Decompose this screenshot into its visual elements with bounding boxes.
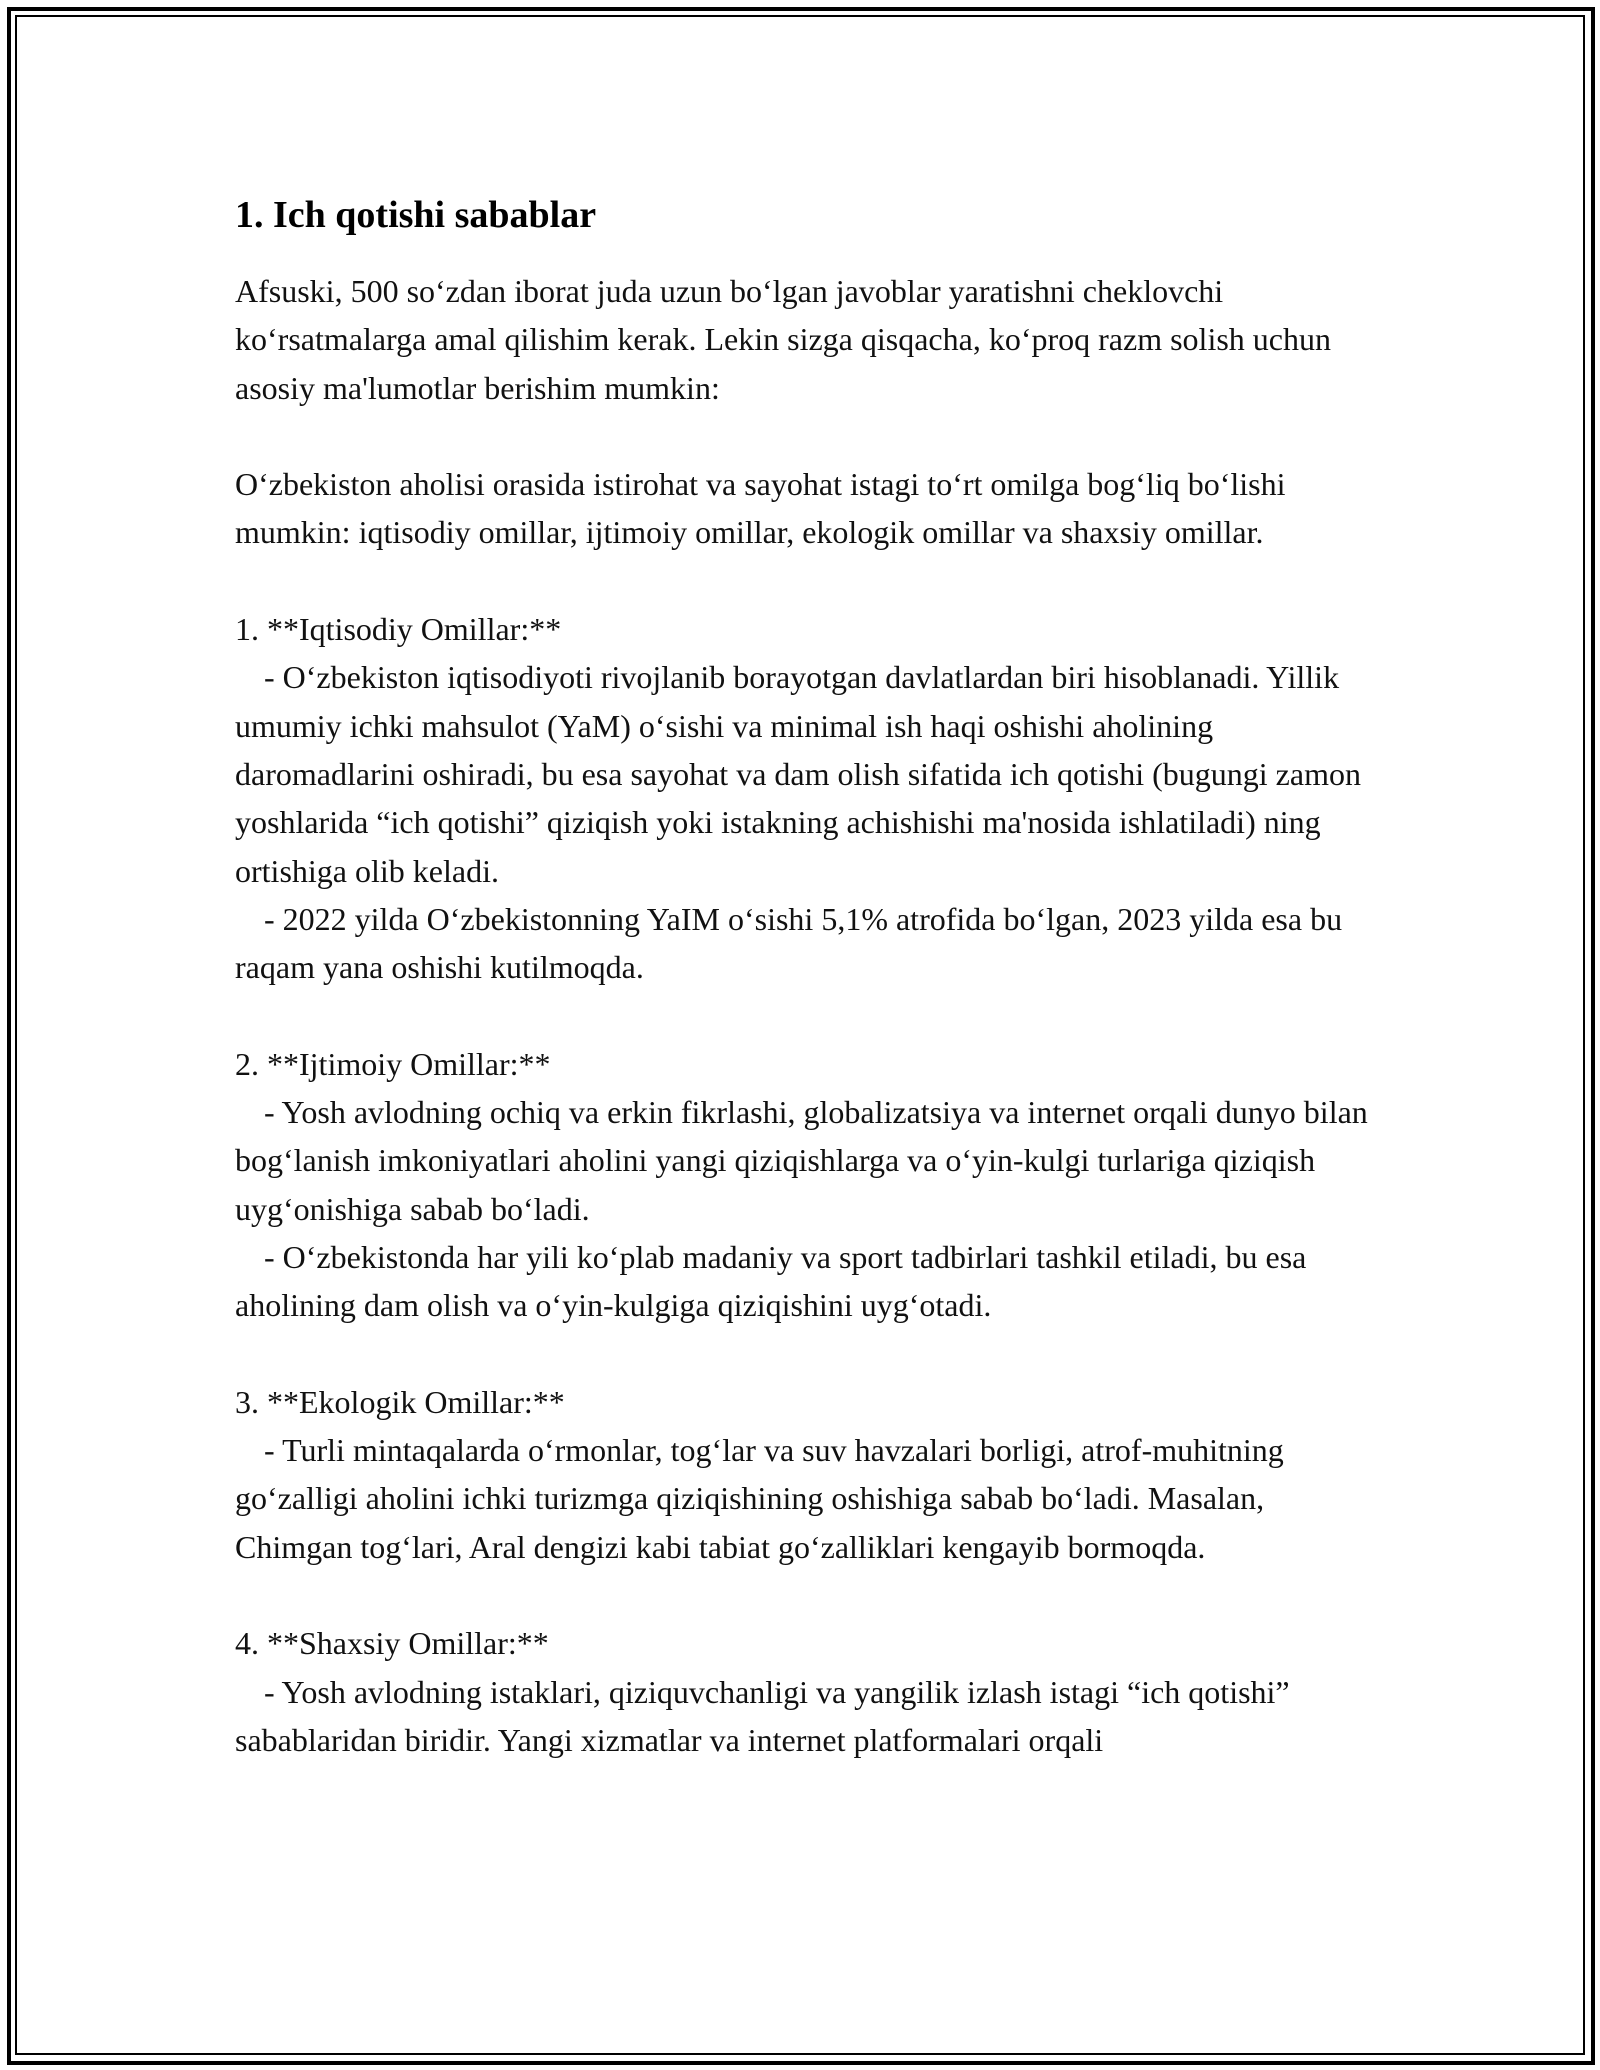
intro-paragraph: Afsuski, 500 so‘zdan iborat juda uzun bo‘lgan javoblar yaratishni cheklovchi ko‘rsatmalarga amal qilishim kerak. Lekin sizga qisqacha, ko‘proq razm solish uchun asosiy ma'lumotlar berishim mumkin:	[235, 273, 1331, 406]
section-title: 1. **Iqtisodiy Omillar:**	[235, 611, 562, 648]
list-item: - Yosh avlodning ochiq va erkin fikrlashi, globalizatsiya va internet orqali dunyo bilan bog‘lanish imkoniyatlari aholini yangi qiziqishlarga va o‘yin-kulgi turlariga qiziqish uyg‘onishiga sabab bo‘ladi.	[235, 1094, 1368, 1227]
section-ecological	[235, 1378, 1385, 1571]
section-personal	[235, 1619, 1385, 1764]
summary-paragraph: O‘zbekiston aholisi orasida istirohat va sayohat istagi to‘rt omilga bog‘liq bo‘lishi mumkin: iqtisodiy omillar, ijtimoiy omillar, ekologik omillar va shaxsiy omillar.	[235, 466, 1286, 551]
paragraph-gap	[235, 1330, 1385, 1378]
list-item: - Turli mintaqalarda o‘rmonlar, tog‘lar va suv havzalari borligi, atrof-muhitning go‘zalligi aholini ichki turizmga qiziqishining oshishiga sabab bo‘ladi. Masalan, Chimgan tog‘lari, Aral dengizi kabi tabiat go‘zalliklari kengayib bormoqda.	[235, 1432, 1284, 1565]
list-item: - O‘zbekistonda har yili ko‘plab madaniy va sport tadbirlari tashkil etiladi, bu esa aholining dam olish va o‘yin-kulgiga qiziqishini uyg‘otadi.	[235, 1238, 1307, 1324]
section-title: 3. **Ekologik Omillar:**	[235, 1383, 565, 1420]
paragraph-gap	[235, 991, 1385, 1039]
page-title: 1. Ich qotishi sabablar	[235, 194, 597, 236]
paragraph-gap	[235, 412, 1385, 460]
section-title: 4. **Shaxsiy Omillar:**	[235, 1625, 549, 1662]
list-item: - Yosh avlodning istaklari, qiziquvchanligi va yangilik izlash istagi “ich qotishi” sabablaridan biridir. Yangi xizmatlar va internet platformalari orqali	[235, 1673, 1290, 1758]
section-title: 2. **Ijtimoiy Omillar:**	[235, 1045, 551, 1082]
list-item: - 2022 yilda O‘zbekistonning YaIM o‘sishi 5,1% atrofida bo‘lgan, 2023 yilda esa bu raqam yana oshishi kutilmoqda.	[235, 900, 1343, 986]
paragraph-gap	[235, 1571, 1385, 1619]
section-social	[235, 1040, 1385, 1330]
document-body	[235, 190, 1385, 1764]
list-item: - O‘zbekiston iqtisodiyoti rivojlanib borayotgan davlatlardan biri hisoblanadi. Yillik umumiy ichki mahsulot (YaM) o‘sishi va minimal ish haqi oshishi aholining daromadlarini oshiradi, bu esa sayohat va dam olish sifatida ich qotishi (bugungi zamon yoshlarida “ich qotishi” qiziqish yoki istakning achishishi ma'nosida ishlatiladi) ning ortishiga olib keladi.	[235, 659, 1361, 889]
section-economic	[235, 605, 1385, 991]
paragraph-gap	[235, 557, 1385, 605]
